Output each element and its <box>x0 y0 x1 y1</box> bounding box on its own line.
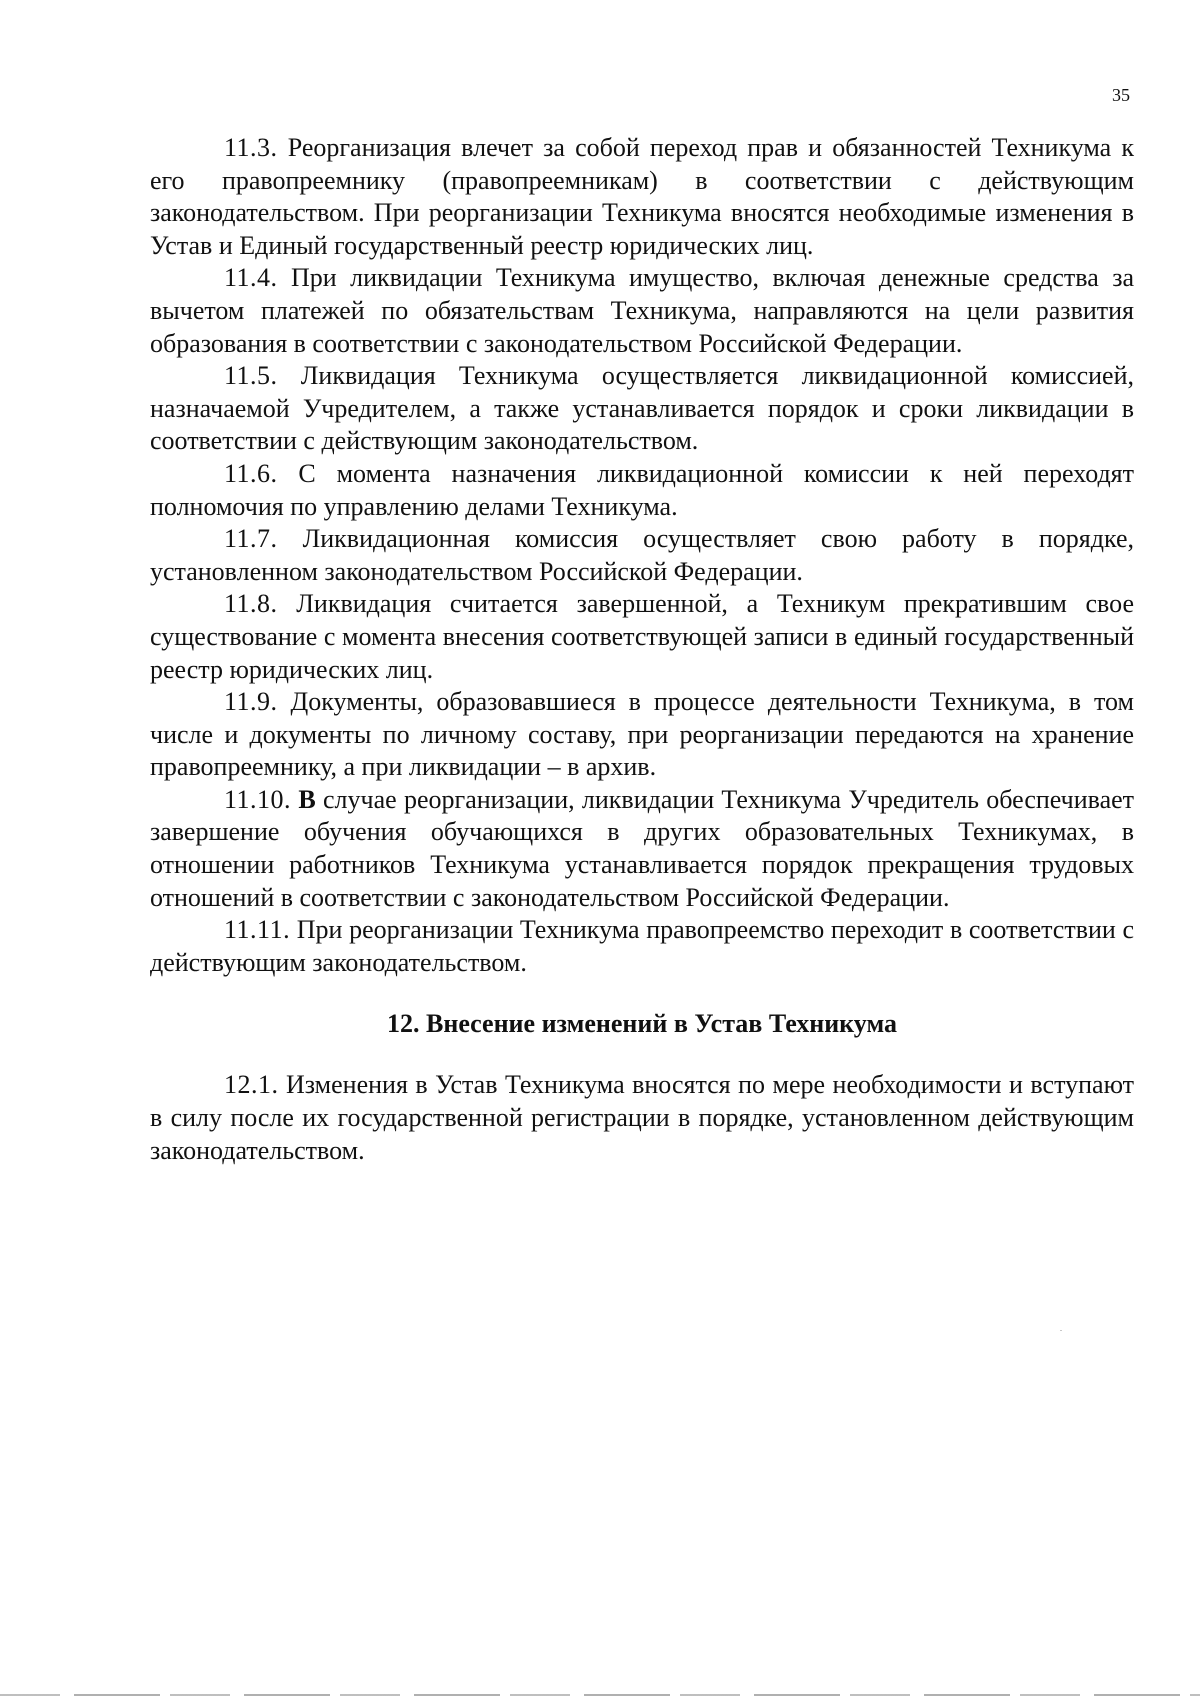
clause-lead-bold: В <box>298 784 316 814</box>
clause-text: Документы, образовавшиеся в процессе деятельности Техникума, в том числе и документы по личному составу, при реорганизации передаются на хранение правопреемнику, а при ликвидации – в архив. <box>150 687 1134 782</box>
paragraph-11-7 <box>150 523 1134 588</box>
clause-number: 11.10. <box>224 784 292 814</box>
paragraph-12-1 <box>150 1069 1134 1167</box>
clause-text: При реорганизации Техникума правопреемство переходит в соответствии с действующим законодательством. <box>150 915 1134 977</box>
clause-number: 11.5. <box>224 361 278 391</box>
page-number: 35 <box>1112 85 1130 105</box>
clause-number: 11.8. <box>224 589 278 619</box>
clause-text: С момента назначения ликвидационной комиссии к ней переходят полномочия по управлению делами Техникума. <box>150 458 1134 521</box>
clause-text: Ликвидационная комиссия осуществляет свою работу в порядке, установленном законодательством Российской Федерации. <box>150 524 1134 586</box>
paragraph-11-11 <box>150 914 1134 979</box>
paragraph-11-3 <box>150 132 1134 262</box>
scan-speck <box>1060 1330 1062 1331</box>
paragraph-11-8 <box>150 588 1134 686</box>
clause-text: Изменения в Устав Техникума вносятся по мере необходимости и вступают в силу после их государственной регистрации в порядке, установленном действующим законодательством. <box>150 1070 1135 1165</box>
clause-number: 11.4. <box>224 263 278 293</box>
clause-number: 11.6. <box>224 458 278 488</box>
clause-text: случае реорганизации, ликвидации Техникума Учредитель обеспечивает завершение обучения обучающихся в других образовательных Техникумах, в отношении работников Техникума устанавливается порядок прекращения трудовых отношений в соответствии с законодательством Российской Федерации. <box>150 784 1135 912</box>
clause-text: Ликвидация считается завершенной, а Техникум прекратившим свое существование с момента внесения соответствующей записи в единый государственный реестр юридических лиц. <box>150 589 1135 684</box>
paragraph-11-5 <box>150 360 1134 458</box>
clause-number: 11.7. <box>224 524 278 554</box>
clause-number: 11.9. <box>224 687 278 717</box>
clause-text: Ликвидация Техникума осуществляется ликвидационной комиссией, назначаемой Учредителем, а также устанавливается порядок и сроки ликвидации в соответствии с действующим законодательством. <box>150 361 1134 456</box>
clause-number: 11.3. <box>224 133 278 162</box>
clause-number: 11.11. <box>224 915 291 945</box>
clause-text: Реорганизация влечет за собой переход прав и обязанностей Техникума к его правопреемнику (правопреемникам) в соответствии с действующим законодательством. При реорганизации Техникума вносятся необходимые изменения в Устав и Единый государственный реестр юридических лиц. <box>150 133 1135 260</box>
page-content <box>150 132 1134 1167</box>
clause-text: При ликвидации Техникума имущество, включая денежные средства за вычетом платежей по обязательствам Техникума, направляются на цели развития образования в соответствии с законодательством Российской Федерации. <box>150 263 1135 358</box>
paragraph-11-9 <box>150 686 1134 784</box>
scan-edge-artifact <box>0 1694 1200 1696</box>
paragraph-11-6 <box>150 458 1134 523</box>
section-heading: 12. Внесение изменений в Устав Техникума <box>387 1009 897 1039</box>
paragraph-11-4 <box>150 262 1134 360</box>
paragraph-11-10 <box>150 784 1134 914</box>
clause-number: 12.1. <box>224 1070 279 1100</box>
